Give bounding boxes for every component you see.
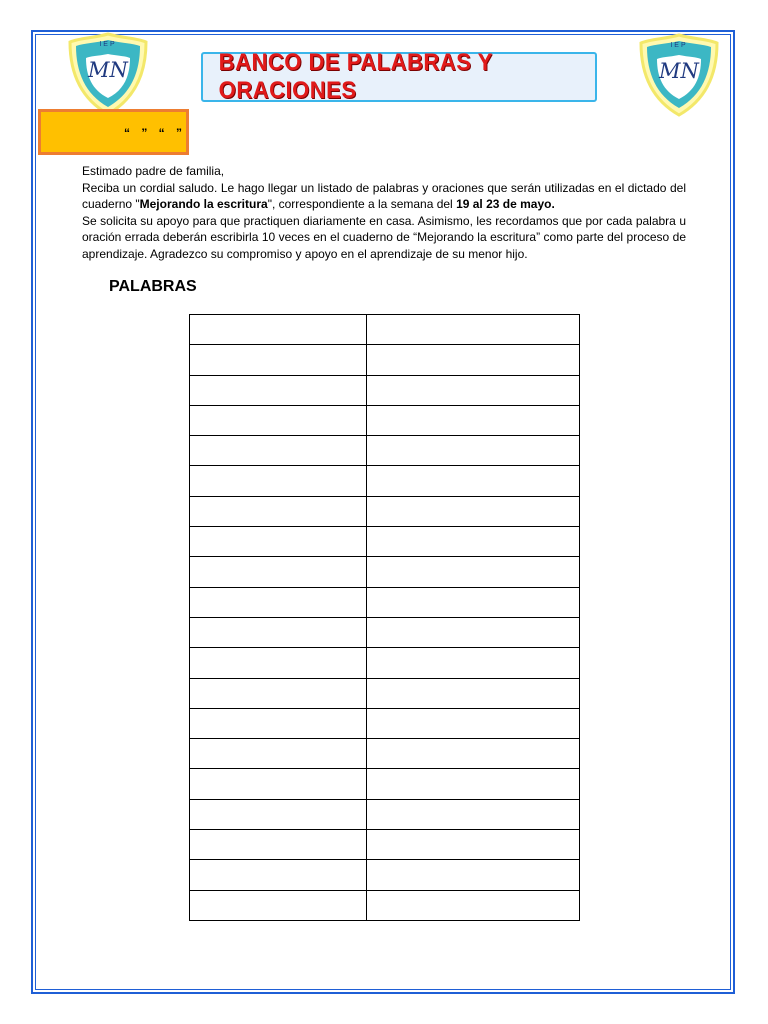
table-row xyxy=(190,890,580,920)
word-cell-left xyxy=(190,466,367,496)
word-cell-right xyxy=(367,375,580,405)
table-row xyxy=(190,678,580,708)
word-cell-left xyxy=(190,436,367,466)
word-cell-left xyxy=(190,496,367,526)
word-cell-right xyxy=(367,466,580,496)
table-row xyxy=(190,739,580,769)
word-cell-right xyxy=(367,315,580,345)
letter-greeting: Estimado padre de familia, xyxy=(82,164,225,178)
word-cell-right xyxy=(367,708,580,738)
week-dates: 19 al 23 de mayo. xyxy=(456,197,555,212)
word-cell-right xyxy=(367,890,580,920)
word-cell-left xyxy=(190,890,367,920)
notebook-name: Mejorando la escritura xyxy=(139,197,268,212)
letter-text: Reciba un cordial saludo. Le hago llegar un listado de palabras y oraciones que serán utilizadas en el dictado del cuaderno " xyxy=(82,180,686,212)
table-row xyxy=(190,860,580,890)
word-cell-right xyxy=(367,860,580,890)
word-cell-left xyxy=(190,345,367,375)
word-cell-right xyxy=(367,617,580,647)
table-row xyxy=(190,769,580,799)
table-row xyxy=(190,405,580,435)
word-cell-left xyxy=(190,527,367,557)
word-cell-left xyxy=(190,769,367,799)
table-row xyxy=(190,587,580,617)
word-cell-right xyxy=(367,405,580,435)
page-title: BANCO DE PALABRAS Y ORACIONES xyxy=(218,49,493,104)
word-cell-left xyxy=(190,830,367,860)
word-cell-left xyxy=(190,405,367,435)
table-row xyxy=(190,648,580,678)
word-cell-left xyxy=(190,739,367,769)
word-cell-left xyxy=(190,375,367,405)
logo-top-text: IEP xyxy=(670,42,688,49)
table-row xyxy=(190,527,580,557)
logo-initials: MN xyxy=(88,58,128,82)
table-row xyxy=(190,436,580,466)
table-row xyxy=(190,799,580,829)
word-cell-right xyxy=(367,345,580,375)
table-row xyxy=(190,557,580,587)
title-banner xyxy=(201,49,597,104)
word-cell-left xyxy=(190,799,367,829)
table-row xyxy=(190,496,580,526)
word-cell-right xyxy=(367,678,580,708)
letter-paragraph-1 xyxy=(82,180,686,213)
words-section-title: PALABRAS xyxy=(109,278,197,295)
word-cell-right xyxy=(367,830,580,860)
word-cell-right xyxy=(367,587,580,617)
word-cell-left xyxy=(190,708,367,738)
parent-letter xyxy=(82,163,686,263)
word-cell-left xyxy=(190,617,367,647)
table-row xyxy=(190,830,580,860)
word-cell-left xyxy=(190,678,367,708)
word-cell-right xyxy=(367,799,580,829)
word-cell-left xyxy=(190,860,367,890)
word-cell-left xyxy=(190,315,367,345)
word-cell-right xyxy=(367,496,580,526)
logo-initials: MN xyxy=(659,59,699,83)
word-cell-left xyxy=(190,557,367,587)
word-cell-right xyxy=(367,739,580,769)
table-row xyxy=(190,315,580,345)
label-box-text: “ ” “ ” xyxy=(124,126,187,140)
word-cell-right xyxy=(367,769,580,799)
letter-text: ", correspondiente a la semana del xyxy=(267,197,457,212)
word-cell-right xyxy=(367,527,580,557)
school-logo-right xyxy=(637,33,721,117)
word-cell-right xyxy=(367,648,580,678)
word-cell-left xyxy=(190,587,367,617)
school-logo-left xyxy=(66,32,150,116)
words-table xyxy=(189,314,580,921)
table-row xyxy=(190,617,580,647)
table-row xyxy=(190,466,580,496)
label-box xyxy=(38,109,189,155)
logo-top-text: IEP xyxy=(99,41,117,48)
word-cell-left xyxy=(190,648,367,678)
table-row xyxy=(190,345,580,375)
word-cell-right xyxy=(367,436,580,466)
letter-paragraph-2: Se solicita su apoyo para que practiquen diariamente en casa. Asimismo, les recordamos que por cada palabra u oración errada deberán escribirla 10 veces en el cuaderno de “Mejorando la escritura” como parte del proceso de aprendizaje. Agradezco su compromiso y apoyo en el aprendizaje de su menor hijo. xyxy=(82,213,686,261)
word-cell-right xyxy=(367,557,580,587)
table-row xyxy=(190,708,580,738)
table-row xyxy=(190,375,580,405)
